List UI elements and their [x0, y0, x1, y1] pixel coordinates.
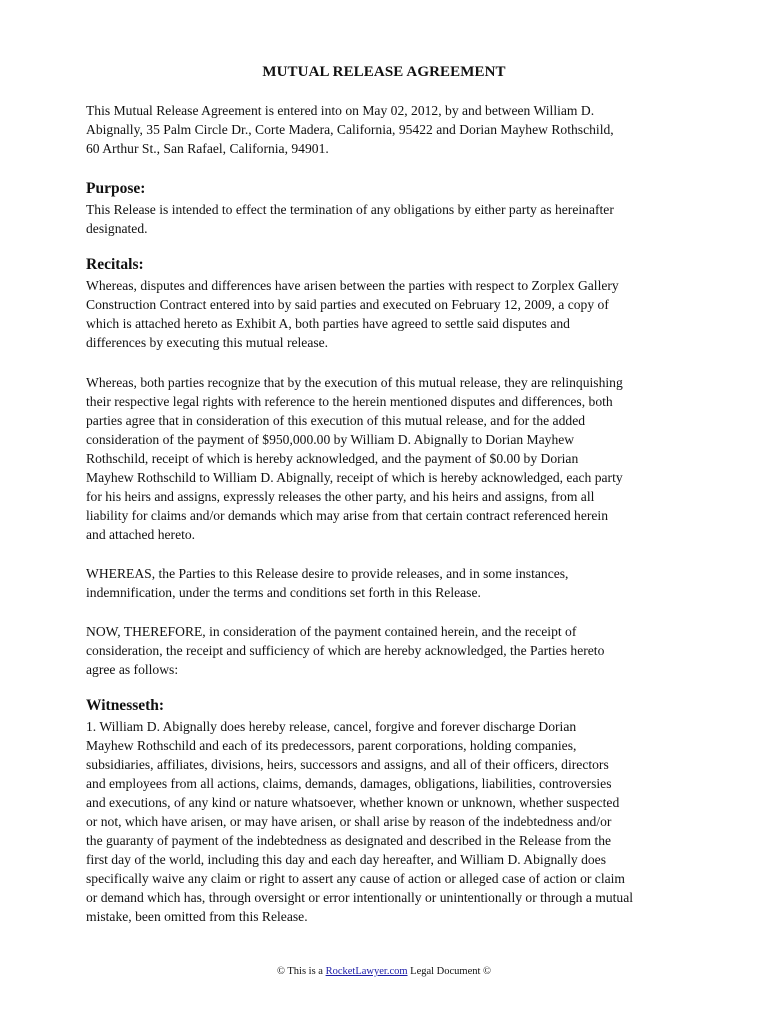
recitals-line: WHEREAS, the Parties to this Release desire to provide releases, and in some instances, [86, 566, 569, 581]
witnesseth-line: 1. William D. Abignally does hereby release, cancel, forgive and forever discharge Dorian [86, 719, 577, 734]
purpose-line: This Release is intended to effect the termination of any obligations by either party as hereinafter [86, 202, 614, 217]
recitals-line: Mayhew Rothschild to William D. Abignally, receipt of which is hereby acknowledged, each party [86, 470, 623, 485]
recitals-line: liability for claims and/or demands which may arise from that certain contract referenced herein [86, 508, 609, 523]
witnesseth-line: the guaranty of payment of the indebtedness as designated and described in the Release from the [86, 833, 612, 848]
witnesseth-line: or demand which has, through oversight or error intentionally or unintentionally or through a mutual [86, 890, 634, 905]
witnesseth-line: subsidiaries, affiliates, divisions, heirs, successors and assigns, and all of their officers, directors [86, 757, 609, 772]
witnesseth-line: mistake, been omitted from this Release. [86, 909, 308, 924]
recitals-paragraph-3 [86, 564, 696, 602]
witnesseth-line: first day of the world, including this day and each day hereafter, and William D. Abignally does [86, 852, 606, 867]
recitals-paragraph-4 [86, 622, 696, 679]
recitals-line: parties agree that in consideration of this execution of this mutual release, and for the added [86, 413, 586, 428]
recitals-line: agree as follows: [86, 662, 179, 677]
recitals-line: differences by executing this mutual release. [86, 335, 329, 350]
intro-paragraph [86, 101, 696, 158]
recitals-line: consideration, the receipt and sufficiency of which are hereby acknowledged, the Parties hereto [86, 643, 605, 658]
intro-line: This Mutual Release Agreement is entered into on May 02, 2012, by and between William D. [86, 103, 595, 118]
intro-line: Abignally, 35 Palm Circle Dr., Corte Madera, California, 95422 and Dorian Mayhew Rothschild, [86, 122, 614, 137]
recitals-line: for his heirs and assigns, expressly releases the other party, and his heirs and assigns, from all [86, 489, 595, 504]
document-title: MUTUAL RELEASE AGREEMENT [262, 64, 506, 80]
witnesseth-heading: Witnesseth: [86, 697, 165, 714]
recitals-line: Construction Contract entered into by said parties and executed on February 12, 2009, a copy of [86, 297, 609, 312]
recitals-paragraph-2 [86, 373, 696, 544]
witnesseth-line: specifically waive any claim or right to assert any cause of action or alleged case of action or claim [86, 871, 625, 886]
purpose-paragraph [86, 200, 696, 238]
intro-line: 60 Arthur St., San Rafael, California, 94901. [86, 141, 329, 156]
recitals-line: NOW, THEREFORE, in consideration of the payment contained herein, and the receipt of [86, 624, 577, 639]
rocketlawyer-link[interactable]: RocketLawyer.com [325, 966, 408, 977]
recitals-line: which is attached hereto as Exhibit A, both parties have agreed to settle said disputes and [86, 316, 570, 331]
purpose-line: designated. [86, 221, 148, 236]
recitals-paragraph-1 [86, 276, 696, 352]
purpose-heading: Purpose: [86, 180, 146, 197]
witnesseth-line: and employees from all actions, claims, demands, damages, obligations, liabilities, controversies [86, 776, 612, 791]
recitals-line: Whereas, both parties recognize that by the execution of this mutual release, they are relinquishing [86, 375, 623, 390]
witnesseth-line: or not, which have arisen, or may have arisen, or shall arise by reason of the indebtedness and/or [86, 814, 612, 829]
recitals-line: indemnification, under the terms and conditions set forth in this Release. [86, 585, 481, 600]
witnesseth-line: and executions, of any kind or nature whatsoever, whether known or unknown, whether suspected [86, 795, 620, 810]
footer-notice [0, 966, 768, 977]
witnesseth-paragraph [86, 717, 696, 926]
recitals-line: consideration of the payment of $950,000.00 by William D. Abignally to Dorian Mayhew [86, 432, 575, 447]
recitals-line: their respective legal rights with reference to the herein mentioned disputes and differences, both [86, 394, 613, 409]
footer-prefix: © This is a [276, 966, 326, 977]
witnesseth-line: Mayhew Rothschild and each of its predecessors, parent corporations, holding companies, [86, 738, 577, 753]
recitals-line: Rothschild, receipt of which is hereby acknowledged, and the payment of $0.00 by Dorian [86, 451, 579, 466]
recitals-line: Whereas, disputes and differences have arisen between the parties with respect to Zorplex Gallery [86, 278, 619, 293]
recitals-heading: Recitals: [86, 256, 144, 273]
footer-suffix: Legal Document © [407, 966, 492, 977]
recitals-line: and attached hereto. [86, 527, 196, 542]
